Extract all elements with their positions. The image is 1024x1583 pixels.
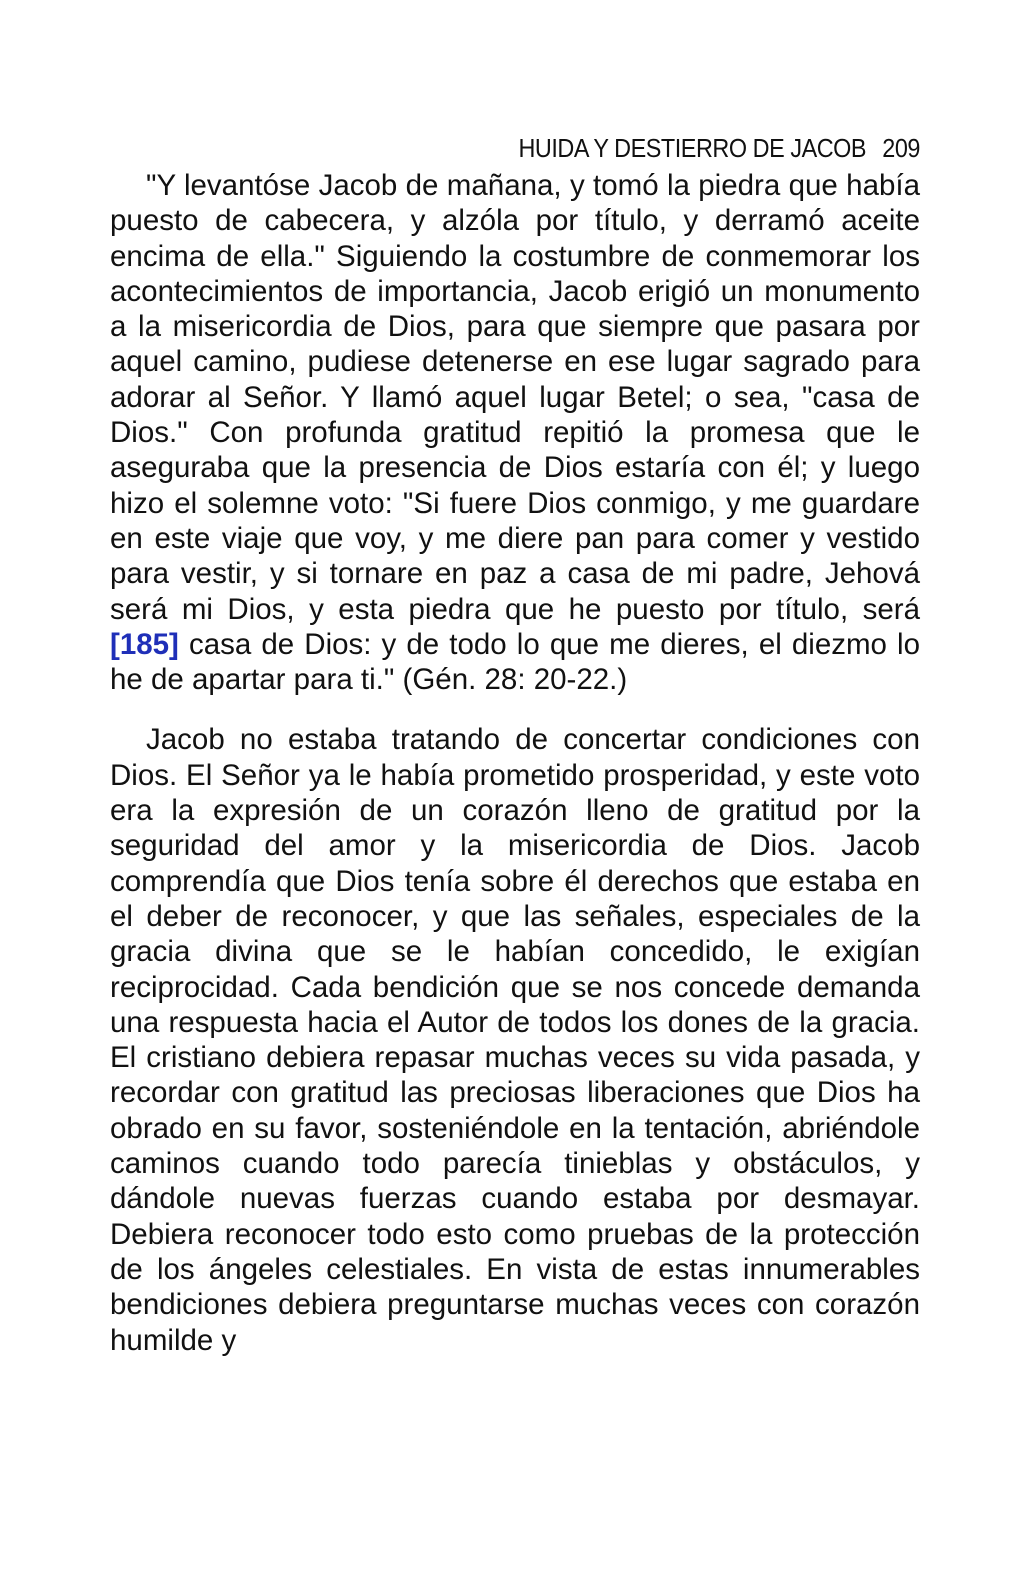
- running-header: [191, 128, 920, 168]
- paragraph-1-text-after: casa de Dios: y de todo lo que me dieres, el diezmo lo he de apartar para ti." (Gén. 28: 20-22.): [110, 627, 921, 697]
- chapter-title: HUIDA Y DESTIERRO DE JACOB: [518, 133, 867, 163]
- paragraph-1-text-before: "Y levantóse Jacob de mañana, y tomó la piedra que había puesto de cabecera, y alzóla por título, y derramó aceite encima de ella." Siguiendo la costumbre de conmemorar los acontecimientos de importancia, Jacob erigió un monumento a la misericordia de Dios, para que siempre que pasara por aquel camino, pudiese detenerse en ese lugar sagrado para adorar al Señor. Y llamó aquel lugar Betel; o sea, "casa de Dios." Con profunda gratitud repitió la promesa que le aseguraba que la presencia de Dios estaría con él; y luego hizo el solemne voto: "Si fuere Dios conmigo, y me guardare en este viaje que voy, y me diere pan para comer y vestido para vestir, y si tornare en paz a casa de mi padre, Jehová será mi Dios, y esta piedra que he puesto por título, será: [110, 169, 920, 626]
- paragraph-1: [110, 168, 920, 697]
- page-number: 209: [882, 133, 920, 163]
- book-page: [110, 128, 920, 1358]
- page-reference-link[interactable]: [185]: [110, 627, 179, 661]
- paragraph-2: Jacob no estaba tratando de concertar condiciones con Dios. El Señor ya le había prometido prosperidad, y este voto era la expresión de un corazón lleno de gratitud por la seguridad del amor y la misericordia de Dios. Jacob comprendía que Dios tenía sobre él derechos que estaba en el deber de reconocer, y que las señales, especiales de la gracia divina que se le habían concedido, le exigían reciprocidad. Cada bendición que se nos concede demanda una respuesta hacia el Autor de todos los dones de la gracia. El cristiano debiera repasar muchas veces su vida pasada, y recordar con gratitud las preciosas liberaciones que Dios ha obrado en su favor, sosteniéndole en la tentación, abriéndole caminos cuando todo parecía tinieblas y obstáculos, y dándole nuevas fuerzas cuando estaba por desmayar. Debiera reconocer todo esto como pruebas de la protección de los ángeles celestiales. En vista de estas innumerables bendiciones debiera preguntarse muchas veces con corazón humilde y: [110, 723, 920, 1357]
